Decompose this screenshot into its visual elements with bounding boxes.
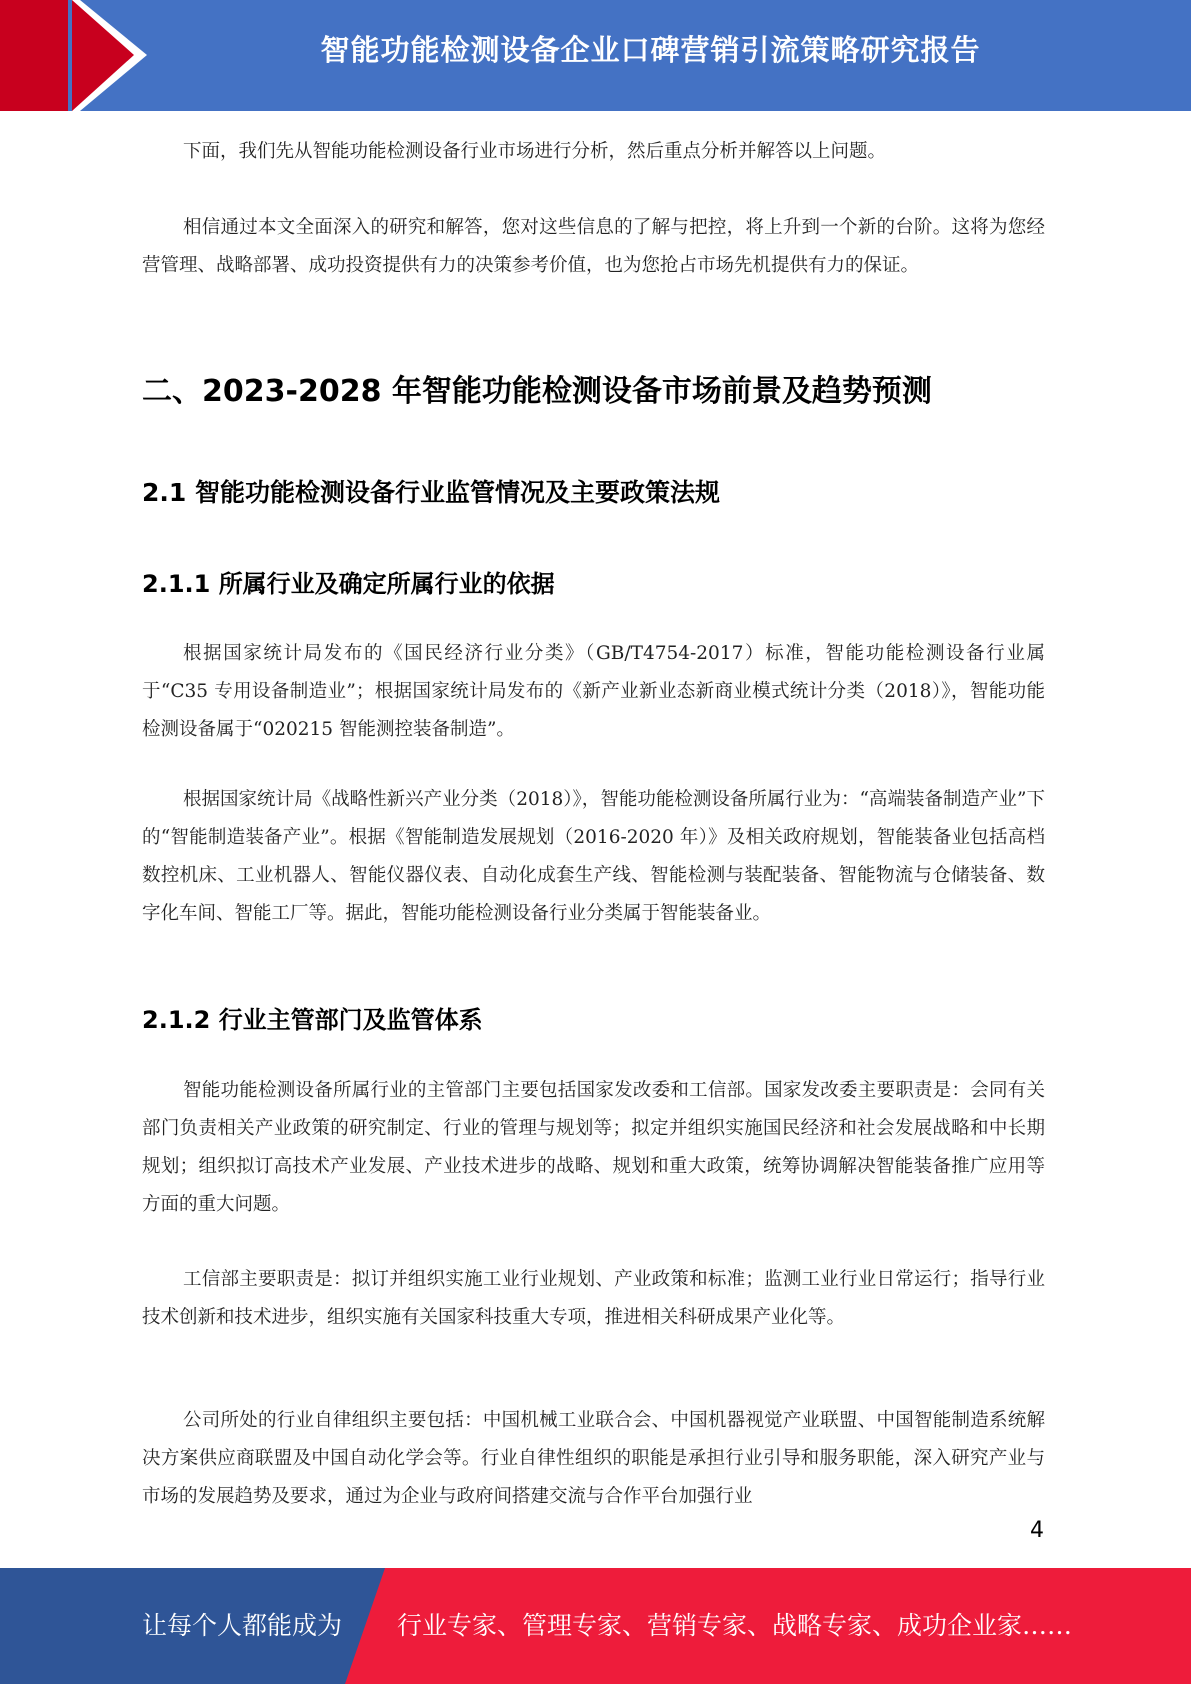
header-red-block — [0, 0, 68, 111]
section-2-1-1-body — [142, 635, 1045, 749]
footer-slogan-right: 行业专家、管理专家、营销专家、战略专家、成功企业家…… — [397, 1611, 1073, 1640]
intro-paragraph-2: 相信通过本文全面深入的研究和解答，您对这些信息的了解与把控，将上升到一个新的台阶。这将为您经营管理、战略部署、成功投资提供有力的决策参考价值，也为您抢占市场先机提供有力的保证。 — [142, 217, 1045, 276]
paragraph-2-1-1-a: 根据国家统计局发布的《国民经济行业分类》（GB/T4754-2017）标准，智能功能检测设备行业属于“C35 专用设备制造业”；根据国家统计局发布的《新产业新业态新商业模式统计分类（2018）》，智能功能检测设备属于“020215 智能测控装备制造”。 — [142, 643, 1045, 740]
page-header — [0, 0, 1191, 111]
section-heading-2-1-2: 2.1.2 行业主管部门及监管体系 — [142, 1006, 483, 1034]
section-heading-2-1-1: 2.1.1 所属行业及确定所属行业的依据 — [142, 570, 555, 598]
intro-block-2 — [142, 209, 1045, 285]
page-number: 4 — [1030, 1518, 1044, 1543]
paragraph-2-1-1-b: 根据国家统计局《战略性新兴产业分类（2018）》，智能功能检测设备所属行业为：“高端装备制造产业”下的“智能制造装备产业”。根据《智能制造发展规划（2016-2020 年）》及相关政府规划，智能装备业包括高档数控机床、工业机器人、智能仪器仪表、自动化成套生产线、智能检测与装配装备、智能物流与仓储装备、数字化车间、智能工厂等。据此，智能功能检测设备行业分类属于智能装备业。 — [142, 789, 1045, 924]
intro-block — [142, 133, 1045, 171]
paragraph-2-1-2-a: 智能功能检测设备所属行业的主管部门主要包括国家发改委和工信部。国家发改委主要职责是：会同有关部门负责相关产业政策的研究制定、行业的管理与规划等；拟定并组织实施国民经济和社会发展战略和中长期规划；组织拟订高技术产业发展、产业技术进步的战略、规划和重大政策，统筹协调解决智能装备推广应用等方面的重大问题。 — [142, 1080, 1045, 1215]
footer-slogan-left: 让每个人都能成为 — [142, 1611, 343, 1640]
section-2-1-2-body — [142, 1072, 1045, 1224]
section-heading-2-1: 2.1 智能功能检测设备行业监管情况及主要政策法规 — [142, 478, 720, 507]
section-2-1-2-body-3 — [142, 1402, 1045, 1516]
intro-paragraph-1: 下面，我们先从智能功能检测设备行业市场进行分析，然后重点分析并解答以上问题。 — [183, 141, 887, 162]
paragraph-2-1-2-b: 工信部主要职责是：拟订并组织实施工业行业规划、产业政策和标准；监测工业行业日常运行；指导行业技术创新和技术进步，组织实施有关国家科技重大专项，推进相关科研成果产业化等。 — [142, 1269, 1045, 1328]
document-title: 智能功能检测设备企业口碑营销引流策略研究报告 — [320, 33, 981, 67]
header-chevron-icon — [72, 0, 150, 111]
section-heading-2: 二、2023-2028 年智能功能检测设备市场前景及趋势预测 — [142, 374, 932, 409]
page-footer — [0, 1568, 1191, 1684]
section-2-1-1-body-2 — [142, 781, 1045, 933]
paragraph-2-1-2-c: 公司所处的行业自律组织主要包括：中国机械工业联合会、中国机器视觉产业联盟、中国智能制造系统解决方案供应商联盟及中国自动化学会等。行业自律性组织的职能是承担行业引导和服务职能，深入研究产业与市场的发展趋势及要求，通过为企业与政府间搭建交流与合作平台加强行业 — [142, 1410, 1045, 1507]
section-2-1-2-body-2 — [142, 1261, 1045, 1337]
